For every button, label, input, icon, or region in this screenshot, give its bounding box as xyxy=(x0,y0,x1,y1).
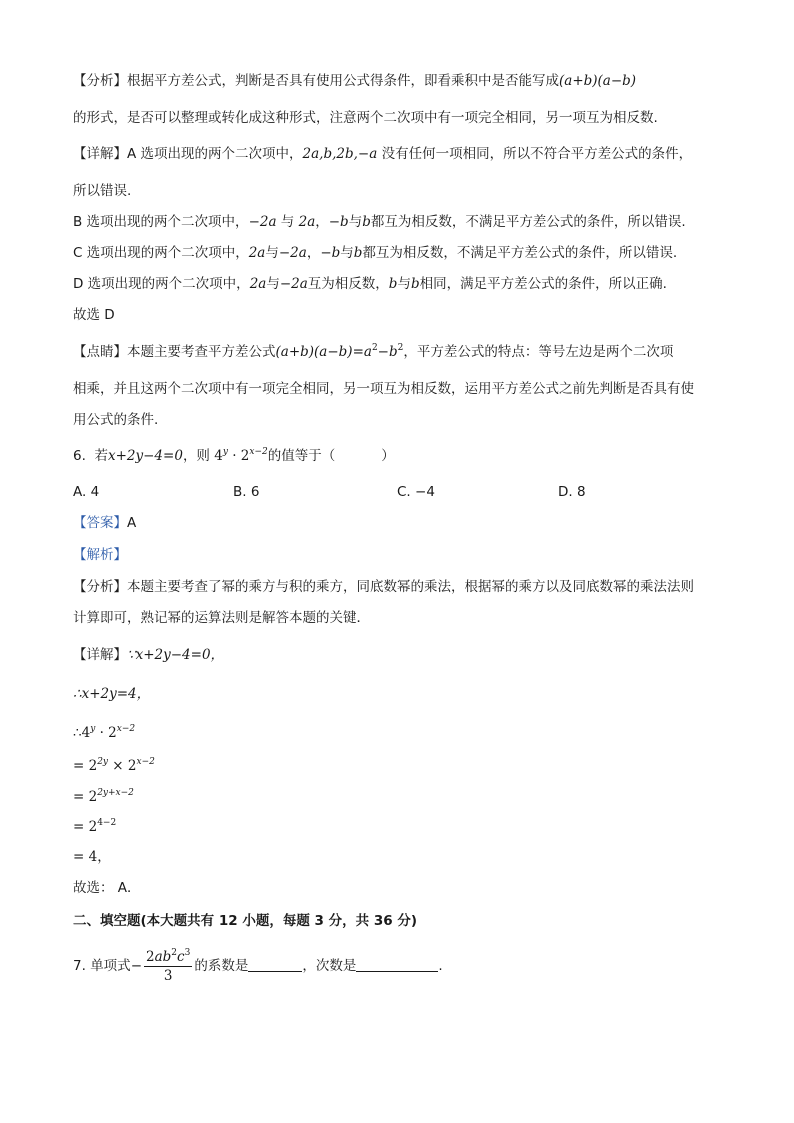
c-text4: 与 xyxy=(340,245,354,261)
analysis-text: 本题主要考查了幂的乘方与积的乘方，同底数幂的乘法，根据幂的乘方以及同底数幂的乘法法则 xyxy=(127,579,694,595)
q5-note-line1 xyxy=(73,342,673,362)
q5-note-line3: 用公式的条件. xyxy=(73,412,159,428)
c-text: C 选项出现的两个二次项中， xyxy=(73,245,249,261)
q6-jiexi: 【解析】 xyxy=(73,547,127,563)
analysis-tag: 【分析】 xyxy=(73,73,127,89)
q7-stem-d: . xyxy=(438,958,443,974)
d-text3: 互为相反数， xyxy=(307,276,389,292)
d-text4: 与 xyxy=(397,276,411,292)
c-math2: −2a xyxy=(278,245,307,261)
analysis-tag: 【分析】 xyxy=(73,579,127,595)
detail-terms: 2a,b,2b,−a xyxy=(302,146,378,162)
q7-stem-c: ，次数是 xyxy=(302,958,357,974)
q6-option-d: D. 8 xyxy=(558,484,586,500)
b-text2: 与 xyxy=(276,214,299,230)
formula-product: (a+b)(a−b) xyxy=(559,73,637,89)
q5-analysis-line1 xyxy=(73,71,636,91)
q6-step3: $\therefore 4^y \cdot 2^{x-2}$ xyxy=(73,724,136,741)
analysis-text: 根据平方差公式，判断是否具有使用公式得条件，即看乘积中是否能写成 xyxy=(127,73,559,89)
q6-analysis-line1 xyxy=(73,577,694,597)
b-text5: 都互为相反数，不满足平方差公式的条件，所以错误. xyxy=(370,214,686,230)
q6-step7: = 4， xyxy=(73,849,111,865)
d-math4: b xyxy=(410,276,420,292)
q7-stem: 7. 单项式− $\frac{2ab^2c^3}{3}$ 的系数是 ，次数是 . xyxy=(73,947,443,984)
c-math1: 2a xyxy=(248,245,266,261)
b-math4: b xyxy=(362,214,371,230)
q5-choice: 故选 D xyxy=(73,307,115,323)
q5-option-b-line xyxy=(73,212,686,232)
note-tag: 【点睛】 xyxy=(73,344,127,360)
c-math4: b xyxy=(353,245,363,261)
q6-number: 6. xyxy=(73,448,86,464)
q5-note-line2: 相乘，并且这两个二次项中有一项完全相同，另一项互为相反数，运用平方差公式之前先判断是否具有使 xyxy=(73,381,694,397)
note-text-b: ，平方差公式的特点：等号左边是两个二次项 xyxy=(403,344,674,360)
answer-value: A xyxy=(127,515,137,531)
answer-tag: 【答案】 xyxy=(73,515,127,531)
q5-detail-line2: 所以错误. xyxy=(73,183,132,199)
note-text: 本题主要考查平方差公式 xyxy=(127,344,276,360)
q6-choice: 故选： A． xyxy=(73,880,141,896)
d-math2: −2a xyxy=(279,276,308,292)
q6-analysis-line2: 计算即可，熟记幂的运算法则是解答本题的关键． xyxy=(73,610,370,626)
detail-tag: 【详解】 xyxy=(73,647,127,663)
q7-fraction: $\frac{2ab^2c^3}{3}$ xyxy=(146,947,191,984)
q6-option-c: C. −4 xyxy=(397,484,435,500)
q5-option-c-line xyxy=(73,243,677,263)
c-text2: 与 xyxy=(265,245,279,261)
q5-detail-line1 xyxy=(73,144,692,164)
q5-option-d-line xyxy=(73,274,667,294)
c-math3: −b xyxy=(320,245,341,261)
q6-expression: $4^y \cdot 2^{x-2}$ xyxy=(214,447,268,464)
d-text2: 与 xyxy=(266,276,280,292)
b-math3: −b xyxy=(328,214,349,230)
q6-step2: ∴x+2y=4， xyxy=(73,686,151,702)
q6-stem xyxy=(73,446,395,466)
q6-stem-a: 若 xyxy=(94,448,108,464)
q7-stem-b: 的系数是 xyxy=(194,958,249,974)
c-text3: ， xyxy=(306,245,321,261)
q6-stem-d: ） xyxy=(381,448,395,464)
q6-detail-line1 xyxy=(73,645,224,665)
q7-stem-a: 单项式 xyxy=(90,958,131,974)
step1: ∵x+2y−4=0， xyxy=(127,647,225,663)
b-text3: ， xyxy=(315,214,329,230)
q6-answer xyxy=(73,513,136,533)
q6-stem-b: ，则 xyxy=(182,448,210,464)
blank-degree[interactable] xyxy=(356,957,438,972)
section-title: 二、填空题(本大题共有 12 小题，每题 3 分，共 36 分) xyxy=(73,913,418,929)
detail-text-b: 没有任何一项相同，所以不符合平方差公式的条件， xyxy=(377,146,693,162)
b-math2: 2a xyxy=(298,214,316,230)
d-math3: b xyxy=(388,276,398,292)
q6-step5: = $2^{2y+x-2}$ xyxy=(73,788,134,805)
b-text4: 与 xyxy=(348,214,363,230)
d-text5: 相同，满足平方差公式的条件，所以正确. xyxy=(419,276,667,292)
b-math1: −2a xyxy=(248,214,277,230)
q6-equation: x+2y−4=0 xyxy=(107,448,183,464)
q7-number: 7. xyxy=(73,958,86,974)
detail-text: A 选项出现的两个二次项中， xyxy=(127,146,303,162)
c-text5: 都互为相反数，不满足平方差公式的条件，所以错误. xyxy=(362,245,678,261)
q6-option-a: A. 4 xyxy=(73,484,100,500)
blank-coefficient[interactable] xyxy=(248,957,302,972)
detail-tag: 【详解】 xyxy=(73,146,127,162)
b-text: B 选项出现的两个二次项中， xyxy=(73,214,249,230)
d-text: D 选项出现的两个二次项中， xyxy=(73,276,250,292)
note-formula: $(a+b)(a-b)=a^2-b^2$ xyxy=(275,343,404,360)
q6-option-b: B. 6 xyxy=(233,484,260,500)
q6-step6: = $2^{4-2}$ xyxy=(73,818,117,835)
q6-stem-c: 的值等于（ xyxy=(267,448,336,464)
q6-step4: = $2^{2y} \times 2^{x-2}$ xyxy=(73,757,155,774)
d-math1: 2a xyxy=(249,276,267,292)
q5-analysis-line2: 的形式，是否可以整理或转化成这种形式，注意两个二次项中有一项完全相同，另一项互为相反数. xyxy=(73,110,658,126)
